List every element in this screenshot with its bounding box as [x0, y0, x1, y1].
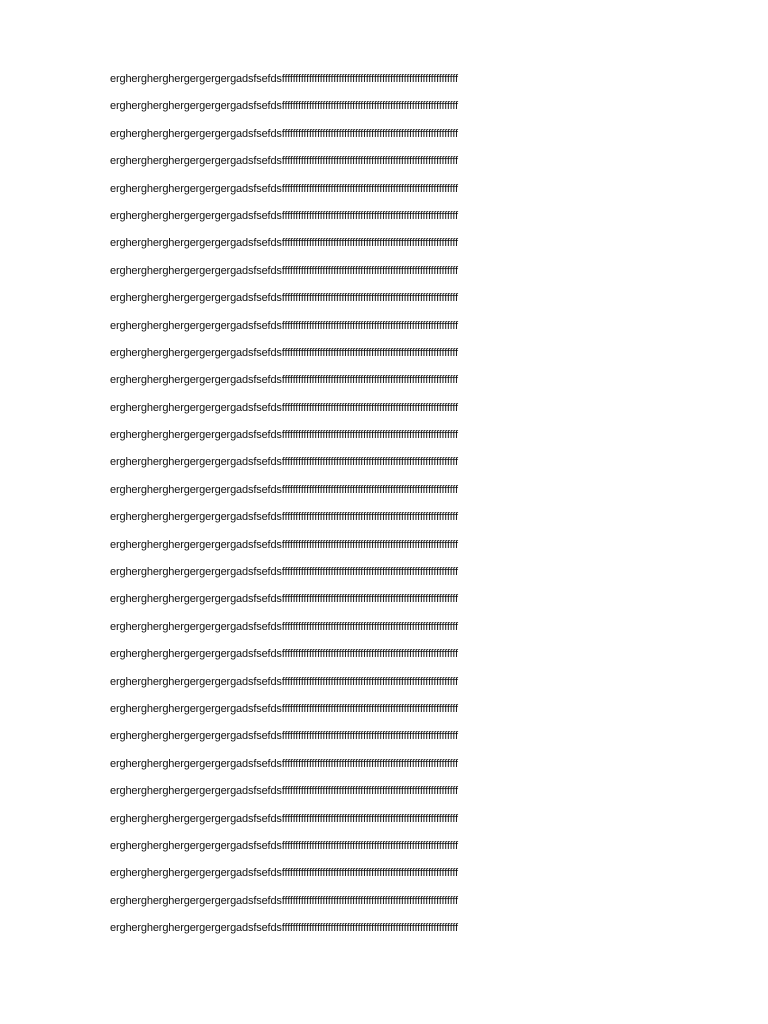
text-line: erghergherghergergergergadsfsefdsfffffffffffffffffffffffffffffffffffffffffffffffffffffffffffffffff — [110, 648, 458, 661]
text-line: erghergherghergergergergadsfsefdsfffffffffffffffffffffffffffffffffffffffffffffffffffffffffffffffff — [110, 155, 458, 168]
text-line: erghergherghergergergergadsfsefdsfffffffffffffffffffffffffffffffffffffffffffffffffffffffffffffffff — [110, 620, 458, 633]
text-line: erghergherghergergergergadsfsefdsfffffffffffffffffffffffffffffffffffffffffffffffffffffffffffffffff — [110, 209, 458, 222]
text-line: erghergherghergergergergadsfsefdsfffffffffffffffffffffffffffffffffffffffffffffffffffffffffffffffff — [110, 922, 458, 935]
text-line: erghergherghergergergergadsfsefdsfffffffffffffffffffffffffffffffffffffffffffffffffffffffffffffffff — [110, 374, 458, 387]
text-line: erghergherghergergergergadsfsefdsfffffffffffffffffffffffffffffffffffffffffffffffffffffffffffffffff — [110, 237, 458, 250]
text-line: erghergherghergergergergadsfsefdsfffffffffffffffffffffffffffffffffffffffffffffffffffffffffffffffff — [110, 429, 458, 442]
text-line: erghergherghergergergergadsfsefdsfffffffffffffffffffffffffffffffffffffffffffffffffffffffffffffffff — [110, 812, 458, 825]
text-line: erghergherghergergergergadsfsefdsfffffffffffffffffffffffffffffffffffffffffffffffffffffffffffffffff — [110, 894, 458, 907]
text-line: erghergherghergergergergadsfsefdsfffffffffffffffffffffffffffffffffffffffffffffffffffffffffffffffff — [110, 675, 458, 688]
text-line: erghergherghergergergergadsfsefdsfffffffffffffffffffffffffffffffffffffffffffffffffffffffffffffffff — [110, 73, 458, 85]
text-line: erghergherghergergergergadsfsefdsfffffffffffffffffffffffffffffffffffffffffffffffffffffffffffffffff — [110, 346, 458, 359]
text-line: erghergherghergergergergadsfsefdsfffffffffffffffffffffffffffffffffffffffffffffffffffffffffffffffff — [110, 702, 458, 715]
text-line: erghergherghergergergergadsfsefdsfffffffffffffffffffffffffffffffffffffffffffffffffffffffffffffffff — [110, 593, 458, 606]
text-line: erghergherghergergergergadsfsefdsfffffffffffffffffffffffffffffffffffffffffffffffffffffffffffffffff — [110, 127, 458, 140]
text-line: erghergherghergergergergadsfsefdsfffffffffffffffffffffffffffffffffffffffffffffffffffffffffffffffff — [110, 867, 458, 880]
text-line: erghergherghergergergergadsfsefdsfffffffffffffffffffffffffffffffffffffffffffffffffffffffffffffffff — [110, 292, 458, 305]
text-line: erghergherghergergergergadsfsefdsfffffffffffffffffffffffffffffffffffffffffffffffffffffffffffffffff — [110, 730, 458, 743]
text-line: erghergherghergergergergadsfsefdsfffffffffffffffffffffffffffffffffffffffffffffffffffffffffffffffff — [110, 566, 458, 579]
text-line: erghergherghergergergergadsfsefdsfffffffffffffffffffffffffffffffffffffffffffffffffffffffffffffffff — [110, 839, 458, 852]
text-line: erghergherghergergergergadsfsefdsfffffffffffffffffffffffffffffffffffffffffffffffffffffffffffffffff — [110, 785, 458, 798]
text-line: erghergherghergergergergadsfsefdsfffffffffffffffffffffffffffffffffffffffffffffffffffffffffffffffff — [110, 757, 458, 770]
text-line: erghergherghergergergergadsfsefdsfffffffffffffffffffffffffffffffffffffffffffffffffffffffffffffffff — [110, 264, 458, 277]
text-line: erghergherghergergergergadsfsefdsfffffffffffffffffffffffffffffffffffffffffffffffffffffffffffffffff — [110, 401, 458, 414]
text-line: erghergherghergergergergadsfsefdsfffffffffffffffffffffffffffffffffffffffffffffffffffffffffffffffff — [110, 511, 458, 524]
document-body[interactable] — [110, 66, 670, 943]
text-line: erghergherghergergergergadsfsefdsfffffffffffffffffffffffffffffffffffffffffffffffffffffffffffffffff — [110, 100, 458, 113]
text-line: erghergherghergergergergadsfsefdsfffffffffffffffffffffffffffffffffffffffffffffffffffffffffffffffff — [110, 456, 458, 469]
text-line: erghergherghergergergergadsfsefdsfffffffffffffffffffffffffffffffffffffffffffffffffffffffffffffffff — [110, 538, 458, 551]
text-line: erghergherghergergergergadsfsefdsfffffffffffffffffffffffffffffffffffffffffffffffffffffffffffffffff — [110, 483, 458, 496]
text-line: erghergherghergergergergadsfsefdsfffffffffffffffffffffffffffffffffffffffffffffffffffffffffffffffff — [110, 182, 458, 195]
text-line: erghergherghergergergergadsfsefdsfffffffffffffffffffffffffffffffffffffffffffffffffffffffffffffffff — [110, 319, 458, 332]
